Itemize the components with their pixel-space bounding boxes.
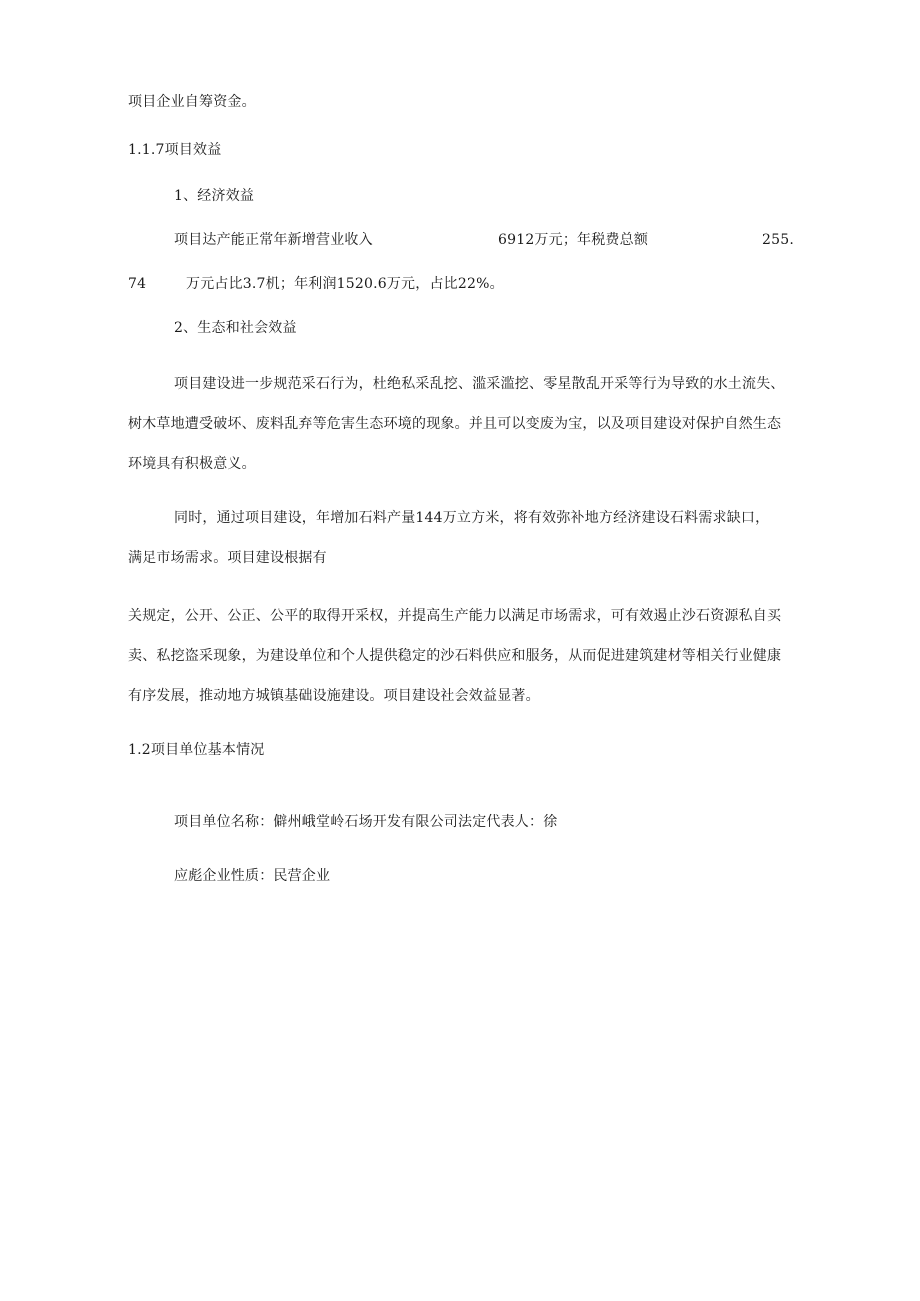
social-paragraph-line-1: 同时，通过项目建设，年增加石料产量144万立方米，将有效弥补地方经济建设石料需求缺口， <box>174 510 770 526</box>
economic-text-a: 项目达产能正常年新增营业收入 <box>174 232 373 248</box>
eco-paragraph-line-3: 环境具有积极意义。 <box>128 456 256 472</box>
economic-text-d: 74 <box>128 276 147 292</box>
social-paragraph-line-4: 卖、私挖盗采现象，为建设单位和个人提供稳定的沙石料供应和服务，从而促进建筑建材等相关行业健康 <box>128 648 782 664</box>
economic-text-c: 255. <box>762 232 794 248</box>
unit-info-line-2: 应彪企业性质：民营企业 <box>174 868 331 884</box>
social-paragraph-line-2: 满足市场需求。项目建设根据有 <box>128 550 327 566</box>
eco-paragraph-line-2: 树木草地遭受破坏、废料乱弃等危害生态环境的现象。并且可以变废为宝，以及项目建设对保护自然生态 <box>128 416 782 432</box>
economic-text-e: 万元占比3.7机；年利润1520.6万元，占比22%。 <box>186 276 504 292</box>
heading-1-2: 1.2项目单位基本情况 <box>128 742 265 758</box>
paragraph-funding: 项目企业自筹资金。 <box>128 94 256 110</box>
subheading-economic-benefit: 1、经济效益 <box>174 188 255 204</box>
eco-paragraph-line-1: 项目建设进一步规范采石行为，杜绝私采乱挖、滥采滥挖、零星散乱开采等行为导致的水土流失、 <box>174 376 785 392</box>
social-paragraph-line-3: 关规定，公开、公正、公平的取得开采权，并提高生产能力以满足市场需求，可有效遏止沙石资源私自买 <box>128 608 782 624</box>
heading-1-1-7: 1.1.7项目效益 <box>128 142 222 158</box>
unit-info-line-1: 项目单位名称：僻州峨堂岭石场开发有限公司法定代表人：徐 <box>174 814 558 830</box>
economic-text-b: 6912万元；年税费总额 <box>498 232 649 248</box>
social-paragraph-line-5: 有序发展，推动地方城镇基础设施建设。项目建设社会效益显著。 <box>128 688 540 704</box>
subheading-eco-social-benefit: 2、生态和社会效益 <box>174 320 297 336</box>
